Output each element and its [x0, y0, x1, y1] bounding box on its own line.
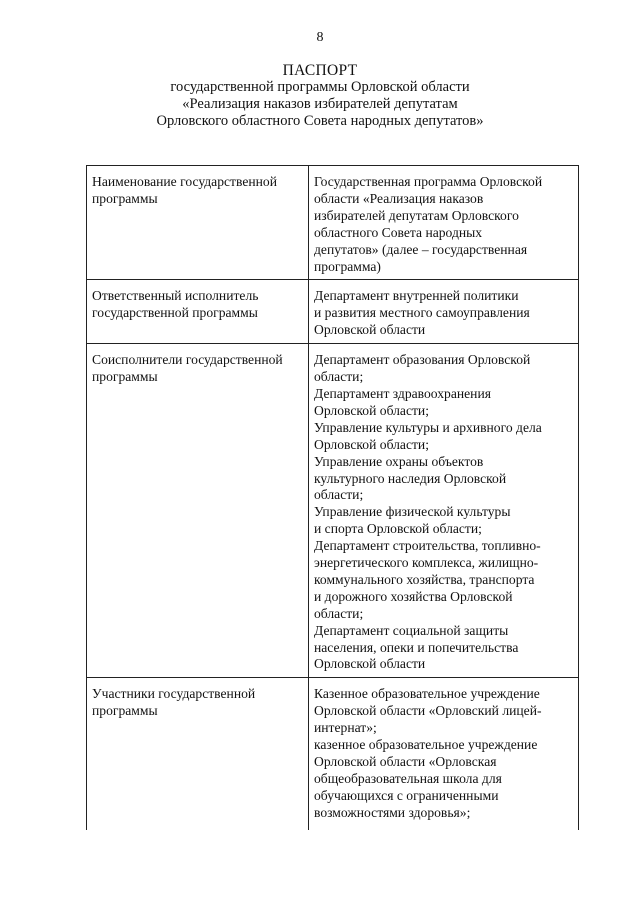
page-number: 8 [316, 30, 324, 45]
value-line: области; [314, 487, 364, 503]
passport-row [87, 280, 579, 344]
passport-row-label [87, 280, 309, 344]
value-line: обучающихся с ограниченными [314, 787, 499, 803]
value-line: Орловской области [314, 656, 426, 672]
label-line: государственной программы [92, 305, 258, 321]
passport-row-value [309, 166, 579, 280]
value-line: депутатов» (далее – государственная [314, 241, 528, 257]
value-line: Департамент строительства, топливно- [314, 538, 541, 554]
label-line: программы [92, 369, 158, 385]
value-line: энергетического комплекса, жилищно- [314, 555, 539, 571]
label-line: программы [92, 190, 158, 206]
heading-line-1: государственной программы Орловской области [170, 79, 470, 95]
value-line: казенное образовательное учреждение [314, 737, 538, 753]
value-line: Орловской области «Орловская [314, 754, 497, 769]
document-title: ПАСПОРТ [282, 62, 358, 79]
value-line: Орловской области [314, 322, 426, 338]
passport-table [86, 165, 579, 830]
value-line: Орловской области «Орловский лицей- [314, 703, 542, 719]
passport-row [87, 344, 579, 678]
value-line: коммунального хозяйства, транспорта [314, 571, 535, 587]
value-line: Департамент внутренней политики [314, 288, 519, 304]
label-line: Наименование государственной [92, 174, 277, 189]
value-line: Управление охраны объектов [314, 453, 484, 469]
value-line: общеобразовательная школа для [314, 770, 502, 786]
value-line: культурного наследия Орловской [314, 470, 507, 486]
label-line: Ответственный исполнитель [92, 288, 259, 304]
passport-row [87, 166, 579, 280]
passport-row-value [309, 678, 579, 830]
heading-line-2: «Реализация наказов избирателей депутатам [182, 96, 458, 112]
value-line: и развития местного самоуправления [314, 305, 530, 321]
passport-row-value [309, 280, 579, 344]
passport-row-value [309, 344, 579, 678]
value-line: и спорта Орловской области; [314, 521, 482, 537]
value-line: Казенное образовательное учреждение [314, 686, 540, 702]
label-line: программы [92, 703, 158, 719]
value-line: Департамент образования Орловской [314, 352, 531, 368]
value-line: населения, опеки и попечительства [314, 639, 519, 655]
value-line: интернат»; [314, 720, 377, 736]
passport-row-label [87, 166, 309, 280]
value-line: Орловской области; [314, 436, 429, 452]
value-line: программа) [314, 258, 381, 274]
passport-row-label [87, 344, 309, 678]
heading-line-3: Орловского областного Совета народных депутатов» [156, 113, 484, 129]
passport-row-label [87, 678, 309, 830]
value-line: областного Совета народных [314, 224, 483, 240]
value-line: области «Реализация наказов [314, 190, 484, 206]
document-heading [0, 62, 640, 130]
value-line: Департамент здравоохранения [314, 385, 491, 401]
value-line: и дорожного хозяйства Орловской [314, 588, 513, 604]
value-line: области; [314, 605, 364, 621]
passport-row [87, 678, 579, 830]
value-line: Государственная программа Орловской [314, 174, 543, 189]
value-line: области; [314, 369, 364, 385]
value-line: избирателей депутатам Орловского [314, 207, 519, 223]
label-line: Соисполнители государственной [92, 352, 283, 368]
value-line: возможностями здоровья»; [314, 804, 471, 820]
value-line: Управление физической культуры [314, 504, 511, 520]
value-line: Орловской области; [314, 402, 429, 418]
passport-table-body [87, 166, 579, 830]
value-line: Департамент социальной защиты [314, 622, 509, 638]
value-line: Управление культуры и архивного дела [314, 419, 542, 435]
label-line: Участники государственной [92, 686, 256, 702]
